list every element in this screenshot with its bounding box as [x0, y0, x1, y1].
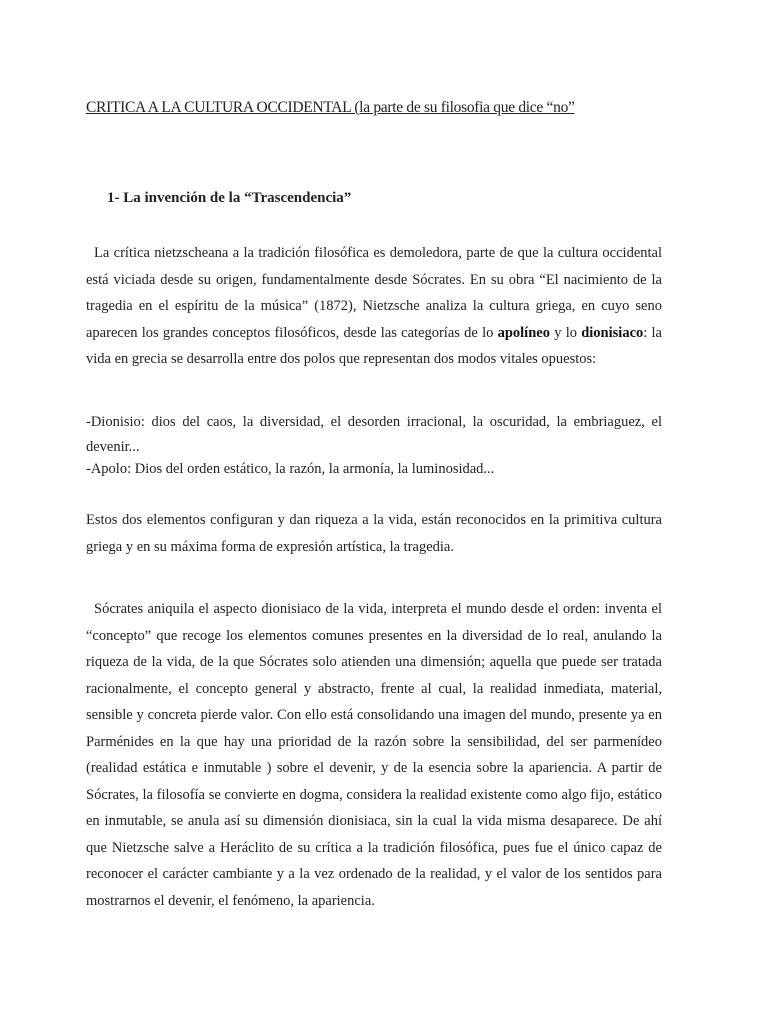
paragraph-1-part-2: y lo — [549, 324, 582, 341]
paragraph-1-part-1: La crítica nietzscheana a la tradición filosófica es demoledora, parte de que la cultura occidental está viciada desde su origen, fundamentalmente desde Sócrates. En su obra “El nacimiento de la tragedia en el espíritu de la música” (1872), Nietzsche analiza la cultura griega, en cuyo seno aparecen los grandes conceptos filosóficos, desde las categorías de lo — [86, 245, 662, 341]
paragraph-2: Estos dos elementos configuran y dan riqueza a la vida, están reconocidos en la primitiva cultura griega y en su máxima forma de expresión artística, la tragedia. — [86, 512, 662, 555]
term-apolineo: apolíneo — [497, 324, 550, 341]
dionisio-line: -Dionisio: dios del caos, la diversidad, el desorden irracional, la oscuridad, la embriaguez, el devenir... — [86, 414, 662, 455]
term-dionisiaco: dionisiaco — [581, 324, 644, 341]
apolo-line: -Apolo: Dios del orden estático, la razón, la armonía, la luminosidad... — [86, 461, 495, 477]
section-heading: 1- La invención de la “Trascendencia” — [107, 190, 352, 206]
paragraph-1-part-3: : la vida en grecia se desarrolla entre dos polos que representan dos modos vitales opuestos: — [86, 324, 662, 367]
document-title: CRITICA A LA CULTURA OCCIDENTAL (la parte de su filosofia que dice “no” — [86, 99, 575, 116]
paragraph-1 — [86, 240, 662, 373]
paragraph-3: Sócrates aniquila el aspecto dionisiaco de la vida, interpreta el mundo desde el orden: inventa el “concepto” que recoge los elementos comunes presentes en la diversidad de lo real, anulando la riqueza de la vida, de la que Sócrates solo atienden una dimensión; aquella que puede ser tratada racionalmente, el concepto general y abstracto, frente al cual, la realidad inmediata, material, sensible y concreta pierde valor. Con ello está consolidando una imagen del mundo, presente ya en Parménides en la que hay una prioridad de la razón sobre la sensibilidad, del ser parmenídeo (realidad estática e inmutable ) sobre el devenir, y de la esencia sobre la apariencia. A partir de Sócrates, la filosofía se convierte en dogma, considera la realidad existente como algo fijo, estático en inmutable, se anula así su dimensión dionisiaca, sin la cual la vida misma desaparece. De ahí que Nietzsche salve a Heráclito de su crítica a la tradición filosófica, pues fue el único capaz de reconocer el carácter cambiante y a la vez ordenado de la realidad, y el valor de los sentidos para mostrarnos el devenir, el fenómeno, la apariencia. — [86, 601, 662, 909]
